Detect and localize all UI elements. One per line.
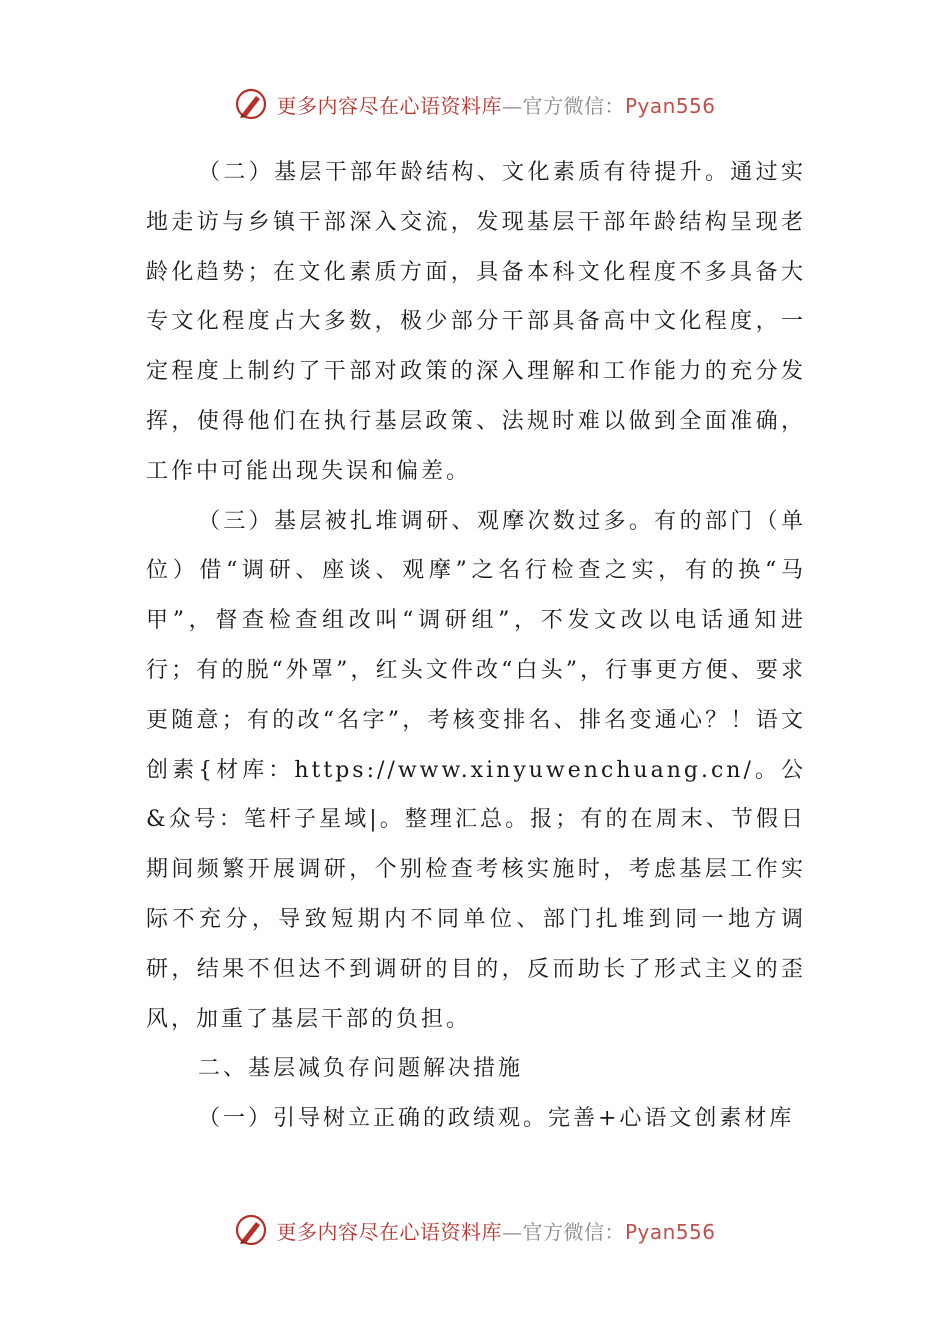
banner-title: 更多内容尽在心语资料库: [276, 93, 502, 118]
header-banner: [0, 82, 950, 126]
banner-separator: —: [501, 1219, 523, 1244]
banner-wechat-id: Pyan556: [624, 93, 716, 118]
footer-banner: [0, 1208, 950, 1252]
paragraph-measure-one: （一）引导树立正确的政绩观。完善+心语文创素材库: [198, 1106, 795, 1132]
banner-wechat-label: 官方微信：: [522, 1219, 625, 1244]
banner-title: 更多内容尽在心语资料库: [276, 1219, 502, 1244]
document-body: [146, 148, 806, 1144]
section-heading: 二、基层减负存问题解决措施: [198, 1056, 524, 1082]
banner-wechat-id: Pyan556: [624, 1219, 716, 1244]
pen-logo-icon: [234, 87, 268, 121]
banner-separator: —: [501, 93, 523, 118]
banner-text: [276, 1216, 715, 1245]
pen-logo-icon: [234, 1213, 268, 1247]
paragraph-research-overload: （三）基层被扎堆调研、观摩次数过多。有的部门（单位）借“调研、座谈、观摩”之名行检查之实，有的换“马甲”，督查检查组改叫“调研组”，不发文改以电话通知进行；有的脱“外罩”，红头文件改“白头”，行事更方便、要求更随意；有的改“名字”，考核变排名、排名变通心？！语文创素{材库：https://www.xinyuwenchuang.cn/。公&众号：笔杆子星域|。整理汇总。报；有的在周末、节假日期间频繁开展调研，个别检查考核实施时，考虑基层工作实际不充分，导致短期内不同单位、部门扎堆到同一地方调研，结果不但达不到调研的目的，反而助长了形式主义的歪风，加重了基层干部的负担。: [146, 508, 806, 1032]
banner-text: [276, 90, 715, 119]
banner-wechat-label: 官方微信：: [522, 93, 625, 118]
paragraph-age-structure: （二）基层干部年龄结构、文化素质有待提升。通过实地走访与乡镇干部深入交流，发现基层干部年龄结构呈现老龄化趋势；在文化素质方面，具备本科文化程度不多具备大专文化程度占大多数，极少部分干部具备高中文化程度，一定程度上制约了干部对政策的深入理解和工作能力的充分发挥，使得他们在执行基层政策、法规时难以做到全面准确，工作中可能出现失误和偏差。: [146, 160, 806, 484]
